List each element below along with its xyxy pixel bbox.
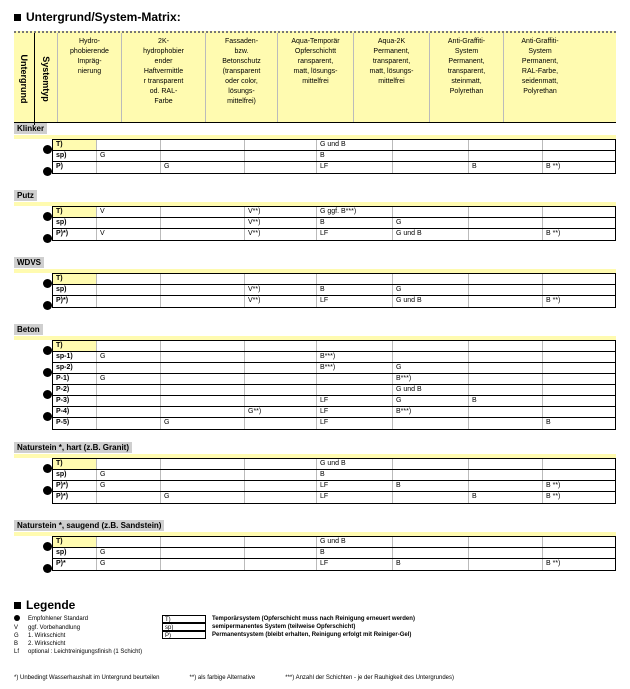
table-cell bbox=[160, 470, 244, 480]
table-cell bbox=[96, 363, 160, 373]
table-row bbox=[53, 407, 615, 418]
table-cell bbox=[542, 537, 615, 547]
system-code: P) bbox=[56, 163, 63, 170]
system-code: T) bbox=[53, 274, 96, 284]
system-code: P)*) bbox=[56, 297, 69, 304]
table-row bbox=[53, 418, 615, 429]
section-title: Naturstein *, saugend (z.B. Sandstein) bbox=[14, 520, 164, 531]
table-cell: G und B bbox=[316, 140, 392, 150]
recommended-dot-icon bbox=[43, 412, 52, 421]
section-group bbox=[14, 273, 616, 308]
system-code: P)* bbox=[56, 560, 66, 567]
legend-item: Empfohlener Standard bbox=[14, 615, 214, 624]
table-cell: LF bbox=[316, 559, 392, 570]
table-cell: B bbox=[316, 548, 392, 558]
table-cell bbox=[244, 363, 316, 373]
legend bbox=[14, 598, 616, 681]
system-code: sp) bbox=[56, 152, 67, 159]
table-cell bbox=[96, 396, 160, 406]
table-cell bbox=[392, 352, 468, 362]
table-cell bbox=[468, 385, 542, 395]
table-cell bbox=[244, 459, 316, 469]
table-cell bbox=[542, 407, 615, 417]
table-cell bbox=[316, 274, 392, 284]
recommended-dot-icon bbox=[43, 464, 52, 473]
table-cell: G und B bbox=[392, 385, 468, 395]
table-row bbox=[53, 459, 615, 470]
table-cell bbox=[160, 151, 244, 161]
table-cell bbox=[96, 274, 160, 284]
header-col-3: Fassaden- bzw. Betonschutz (transparent oder color, lösungs- mittelfrei) bbox=[205, 33, 277, 122]
header-col-1: Hydro- phobierende Impräg- nierung bbox=[57, 33, 121, 122]
table-cell bbox=[542, 151, 615, 161]
table-cell bbox=[160, 218, 244, 228]
table-cell: V**) bbox=[244, 296, 316, 307]
table-row bbox=[53, 470, 615, 481]
table-cell bbox=[542, 140, 615, 150]
table-cell bbox=[542, 548, 615, 558]
recommended-dot-icon bbox=[43, 212, 52, 221]
table-row bbox=[53, 296, 615, 307]
table-cell: LF bbox=[316, 162, 392, 173]
table-cell bbox=[542, 218, 615, 228]
table-row bbox=[53, 537, 615, 548]
recommended-dot-icon bbox=[43, 145, 52, 154]
table-cell bbox=[468, 341, 542, 351]
table-cell: B bbox=[316, 285, 392, 295]
system-code: T) bbox=[53, 537, 96, 547]
table-cell bbox=[468, 296, 542, 307]
table-cell: LF bbox=[316, 492, 392, 503]
table-cell: G**) bbox=[244, 407, 316, 417]
table-cell bbox=[96, 492, 160, 503]
table-cell: B bbox=[468, 162, 542, 173]
table-row bbox=[53, 548, 615, 559]
table-cell bbox=[542, 274, 615, 284]
section-title: Beton bbox=[14, 324, 43, 335]
table-cell bbox=[244, 374, 316, 384]
table-cell bbox=[542, 207, 615, 217]
table-cell: G bbox=[392, 218, 468, 228]
system-code: P-2) bbox=[56, 386, 70, 393]
section-title: Putz bbox=[14, 190, 37, 201]
table-cell bbox=[542, 363, 615, 373]
table-cell bbox=[96, 385, 160, 395]
system-code: T) bbox=[53, 341, 96, 351]
legend-code-row: T) Temporärsystem (Opferschicht muss nach Reinigung erneuert werden) bbox=[162, 615, 415, 623]
table-cell bbox=[160, 385, 244, 395]
table-cell: B bbox=[468, 396, 542, 406]
header-col-7: Anti-Graffiti- System Permanent, RAL-Farbe, seidenmatt, Polyrethan bbox=[503, 33, 576, 122]
system-code: P-4) bbox=[56, 408, 70, 415]
table-cell bbox=[160, 229, 244, 240]
system-matrix-table bbox=[14, 31, 616, 587]
recommended-dot-icon bbox=[43, 542, 52, 551]
table-cell bbox=[468, 274, 542, 284]
table-cell bbox=[392, 548, 468, 558]
table-cell: B **) bbox=[542, 229, 615, 240]
table-cell bbox=[160, 352, 244, 362]
table-cell bbox=[244, 274, 316, 284]
table-cell bbox=[160, 537, 244, 547]
table-cell bbox=[160, 374, 244, 384]
table-cell bbox=[96, 459, 160, 469]
table-cell bbox=[244, 140, 316, 150]
table-cell: G bbox=[160, 162, 244, 173]
table-cell bbox=[96, 296, 160, 307]
table-row bbox=[53, 352, 615, 363]
table-cell bbox=[468, 207, 542, 217]
table-cell bbox=[392, 162, 468, 173]
table-cell bbox=[542, 396, 615, 406]
table-cell bbox=[96, 218, 160, 228]
recommended-dot-icon bbox=[43, 486, 52, 495]
table-cell bbox=[542, 385, 615, 395]
page-title bbox=[14, 10, 181, 24]
legend-footnote-2: **) als farbige Alternative bbox=[189, 675, 256, 681]
table-cell bbox=[244, 470, 316, 480]
table-cell bbox=[392, 207, 468, 217]
table-cell: B bbox=[316, 218, 392, 228]
table-cell: V**) bbox=[244, 207, 316, 217]
table-cell: G und B bbox=[392, 296, 468, 307]
recommended-dot-icon bbox=[43, 167, 52, 176]
section-group bbox=[14, 458, 616, 504]
table-cell bbox=[542, 285, 615, 295]
recommended-dot-icon bbox=[43, 346, 52, 355]
system-code: T) bbox=[53, 140, 96, 150]
table-cell: G und B bbox=[316, 537, 392, 547]
table-cell bbox=[160, 559, 244, 570]
table-cell bbox=[96, 341, 160, 351]
table-cell bbox=[468, 548, 542, 558]
table-cell bbox=[468, 537, 542, 547]
table-cell bbox=[316, 374, 392, 384]
table-cell bbox=[392, 140, 468, 150]
table-cell: LF bbox=[316, 229, 392, 240]
table-cell: G bbox=[96, 470, 160, 480]
header-untergrund: Untergrund bbox=[14, 33, 35, 125]
table-cell: V**) bbox=[244, 218, 316, 228]
system-code: P)*) bbox=[56, 493, 69, 500]
table-cell bbox=[96, 162, 160, 173]
table-cell bbox=[244, 385, 316, 395]
table-cell: G bbox=[96, 352, 160, 362]
table-cell: G bbox=[160, 418, 244, 429]
table-cell bbox=[244, 548, 316, 558]
table-cell bbox=[468, 407, 542, 417]
legend-item: B 2. Wirkschicht bbox=[14, 641, 66, 647]
table-row bbox=[53, 162, 615, 173]
table-cell bbox=[96, 418, 160, 429]
system-code: sp) bbox=[56, 471, 67, 478]
table-cell: LF bbox=[316, 418, 392, 429]
header-col-2: 2K- hydrophobier ender Haftvermittle r transparent od. RAL- Farbe bbox=[121, 33, 205, 122]
system-code: sp) bbox=[56, 549, 67, 556]
table-cell bbox=[468, 218, 542, 228]
section-title: WDVS bbox=[14, 257, 44, 268]
table-row bbox=[53, 492, 615, 503]
table-cell bbox=[244, 537, 316, 547]
system-code: T) bbox=[53, 207, 96, 217]
table-cell: LF bbox=[316, 296, 392, 307]
table-cell: LF bbox=[316, 481, 392, 491]
table-cell: G bbox=[96, 374, 160, 384]
table-cell bbox=[542, 352, 615, 362]
legend-footnote-1: *) Unbedingt Wasserhaushalt im Untergrund beurteilen bbox=[14, 675, 160, 681]
table-cell bbox=[244, 396, 316, 406]
table-cell bbox=[244, 352, 316, 362]
table-cell: G bbox=[96, 548, 160, 558]
table-cell bbox=[160, 207, 244, 217]
table-cell bbox=[160, 274, 244, 284]
table-cell bbox=[160, 285, 244, 295]
table-cell bbox=[160, 363, 244, 373]
table-row bbox=[53, 559, 615, 570]
table-cell bbox=[468, 285, 542, 295]
section-group bbox=[14, 139, 616, 174]
table-cell: B***) bbox=[316, 352, 392, 362]
table-cell bbox=[244, 151, 316, 161]
table-cell bbox=[96, 407, 160, 417]
table-cell: V bbox=[96, 207, 160, 217]
table-cell bbox=[468, 229, 542, 240]
table-cell: G bbox=[392, 363, 468, 373]
table-cell bbox=[468, 459, 542, 469]
table-cell bbox=[160, 548, 244, 558]
table-cell: G und B bbox=[316, 459, 392, 469]
table-cell bbox=[468, 374, 542, 384]
table-row bbox=[53, 218, 615, 229]
table-cell bbox=[160, 140, 244, 150]
table-row bbox=[53, 285, 615, 296]
table-cell: B bbox=[542, 418, 615, 429]
system-code: P-1) bbox=[56, 375, 70, 382]
legend-bullet-icon bbox=[14, 602, 21, 609]
system-code: P)*) bbox=[56, 230, 69, 237]
section-group bbox=[14, 206, 616, 241]
title-bullet-icon bbox=[14, 14, 21, 21]
recommended-dot-icon bbox=[43, 564, 52, 573]
table-cell: G bbox=[392, 285, 468, 295]
table-cell: B **) bbox=[542, 296, 615, 307]
table-cell: B***) bbox=[316, 363, 392, 373]
table-cell bbox=[244, 162, 316, 173]
system-code: P)*) bbox=[56, 482, 69, 489]
header-systemtyp: Systemtyp bbox=[40, 56, 51, 102]
table-cell bbox=[392, 418, 468, 429]
table-cell: B bbox=[316, 151, 392, 161]
table-cell: V**) bbox=[244, 285, 316, 295]
table-cell: B***) bbox=[392, 374, 468, 384]
table-cell bbox=[468, 352, 542, 362]
table-cell bbox=[160, 396, 244, 406]
table-row bbox=[53, 481, 615, 492]
section-title: Naturstein *, hart (z.B. Granit) bbox=[14, 442, 132, 453]
table-cell bbox=[392, 274, 468, 284]
table-row bbox=[53, 363, 615, 374]
recommended-dot-icon bbox=[43, 279, 52, 288]
table-row bbox=[53, 374, 615, 385]
table-cell bbox=[468, 418, 542, 429]
table-cell bbox=[468, 481, 542, 491]
table-cell: G bbox=[392, 396, 468, 406]
legend-item: Lf optional : Leichtreinigungsfinish (1 Schicht) bbox=[14, 649, 143, 655]
table-row bbox=[53, 151, 615, 162]
header-col-6: Anti-Graffiti- System Permanent, transparent, steinmatt, Polyrethan bbox=[429, 33, 503, 122]
table-cell: B bbox=[392, 481, 468, 491]
recommended-dot-icon bbox=[14, 615, 20, 621]
table-cell: LF bbox=[316, 396, 392, 406]
table-cell bbox=[244, 341, 316, 351]
table-cell bbox=[316, 385, 392, 395]
section-title: Klinker bbox=[14, 123, 47, 134]
table-cell bbox=[392, 537, 468, 547]
recommended-dot-icon bbox=[43, 234, 52, 243]
table-row bbox=[53, 274, 615, 285]
table-row bbox=[53, 207, 615, 218]
table-cell bbox=[392, 470, 468, 480]
system-code: sp) bbox=[56, 286, 67, 293]
legend-footnote-3: ***) Anzahl der Schichten - je der Rauhigkeit des Untergrundes) bbox=[285, 675, 454, 681]
header-col-5: Aqua-2K Permanent, transparent, matt, lösungs- mittelfrei bbox=[353, 33, 429, 122]
header-col-4: Aqua-Temporär Opferschichtt ransparent, matt, lösungs- mittelfrei bbox=[277, 33, 353, 122]
table-cell bbox=[392, 151, 468, 161]
table-cell bbox=[96, 537, 160, 547]
table-cell: G ggf. B***) bbox=[316, 207, 392, 217]
table-cell bbox=[542, 459, 615, 469]
legend-code-row: P) Permanentsystem (bleibt erhalten, Reinigung erfolgt mit Reiniger-Gel) bbox=[162, 631, 415, 639]
system-code: sp) bbox=[56, 219, 67, 226]
table-cell bbox=[160, 341, 244, 351]
table-cell: G bbox=[96, 559, 160, 570]
table-cell bbox=[244, 418, 316, 429]
section-group bbox=[14, 536, 616, 571]
table-cell bbox=[392, 341, 468, 351]
table-cell: G bbox=[96, 151, 160, 161]
table-cell: LF bbox=[316, 407, 392, 417]
table-cell bbox=[244, 481, 316, 491]
table-row bbox=[53, 341, 615, 352]
system-code: T) bbox=[53, 459, 96, 469]
table-cell bbox=[542, 374, 615, 384]
table-cell: B **) bbox=[542, 162, 615, 173]
section-group bbox=[14, 340, 616, 430]
table-cell bbox=[542, 341, 615, 351]
table-cell: B **) bbox=[542, 492, 615, 503]
table-cell: B **) bbox=[542, 481, 615, 491]
table-cell bbox=[244, 492, 316, 503]
table-cell: B **) bbox=[542, 559, 615, 570]
matrix-header bbox=[14, 31, 616, 123]
table-cell bbox=[392, 492, 468, 503]
table-cell bbox=[160, 481, 244, 491]
table-cell bbox=[542, 470, 615, 480]
table-cell bbox=[316, 341, 392, 351]
table-cell bbox=[160, 407, 244, 417]
table-cell bbox=[468, 363, 542, 373]
table-cell bbox=[468, 140, 542, 150]
table-cell bbox=[392, 459, 468, 469]
page-title-text: Untergrund/System-Matrix: bbox=[26, 10, 181, 24]
table-cell: G bbox=[160, 492, 244, 503]
table-cell bbox=[96, 285, 160, 295]
recommended-dot-icon bbox=[43, 301, 52, 310]
system-code: P-3) bbox=[56, 397, 70, 404]
table-cell bbox=[468, 470, 542, 480]
table-cell bbox=[468, 151, 542, 161]
table-cell: G und B bbox=[392, 229, 468, 240]
system-code: sp-1) bbox=[56, 353, 73, 360]
table-cell bbox=[468, 559, 542, 570]
table-cell: V bbox=[96, 229, 160, 240]
system-code: sp-2) bbox=[56, 364, 73, 371]
legend-item: G 1. Wirkschicht bbox=[14, 633, 66, 639]
table-cell: B bbox=[468, 492, 542, 503]
table-cell bbox=[96, 140, 160, 150]
legend-code-row: sp) semipermanentes System (teilweise Opferschicht) bbox=[162, 623, 415, 631]
system-code: P-5) bbox=[56, 419, 70, 426]
table-cell bbox=[244, 559, 316, 570]
table-cell: B bbox=[392, 559, 468, 570]
table-cell: G bbox=[96, 481, 160, 491]
recommended-dot-icon bbox=[43, 390, 52, 399]
table-row bbox=[53, 229, 615, 240]
table-cell: V**) bbox=[244, 229, 316, 240]
legend-item: V ggf. Vorbehandlung bbox=[14, 625, 81, 631]
table-row bbox=[53, 385, 615, 396]
table-cell: B***) bbox=[392, 407, 468, 417]
table-row bbox=[53, 140, 615, 151]
table-cell bbox=[160, 459, 244, 469]
legend-title: Legende bbox=[26, 598, 76, 612]
table-cell bbox=[160, 296, 244, 307]
table-cell: B bbox=[316, 470, 392, 480]
table-row bbox=[53, 396, 615, 407]
recommended-dot-icon bbox=[43, 368, 52, 377]
